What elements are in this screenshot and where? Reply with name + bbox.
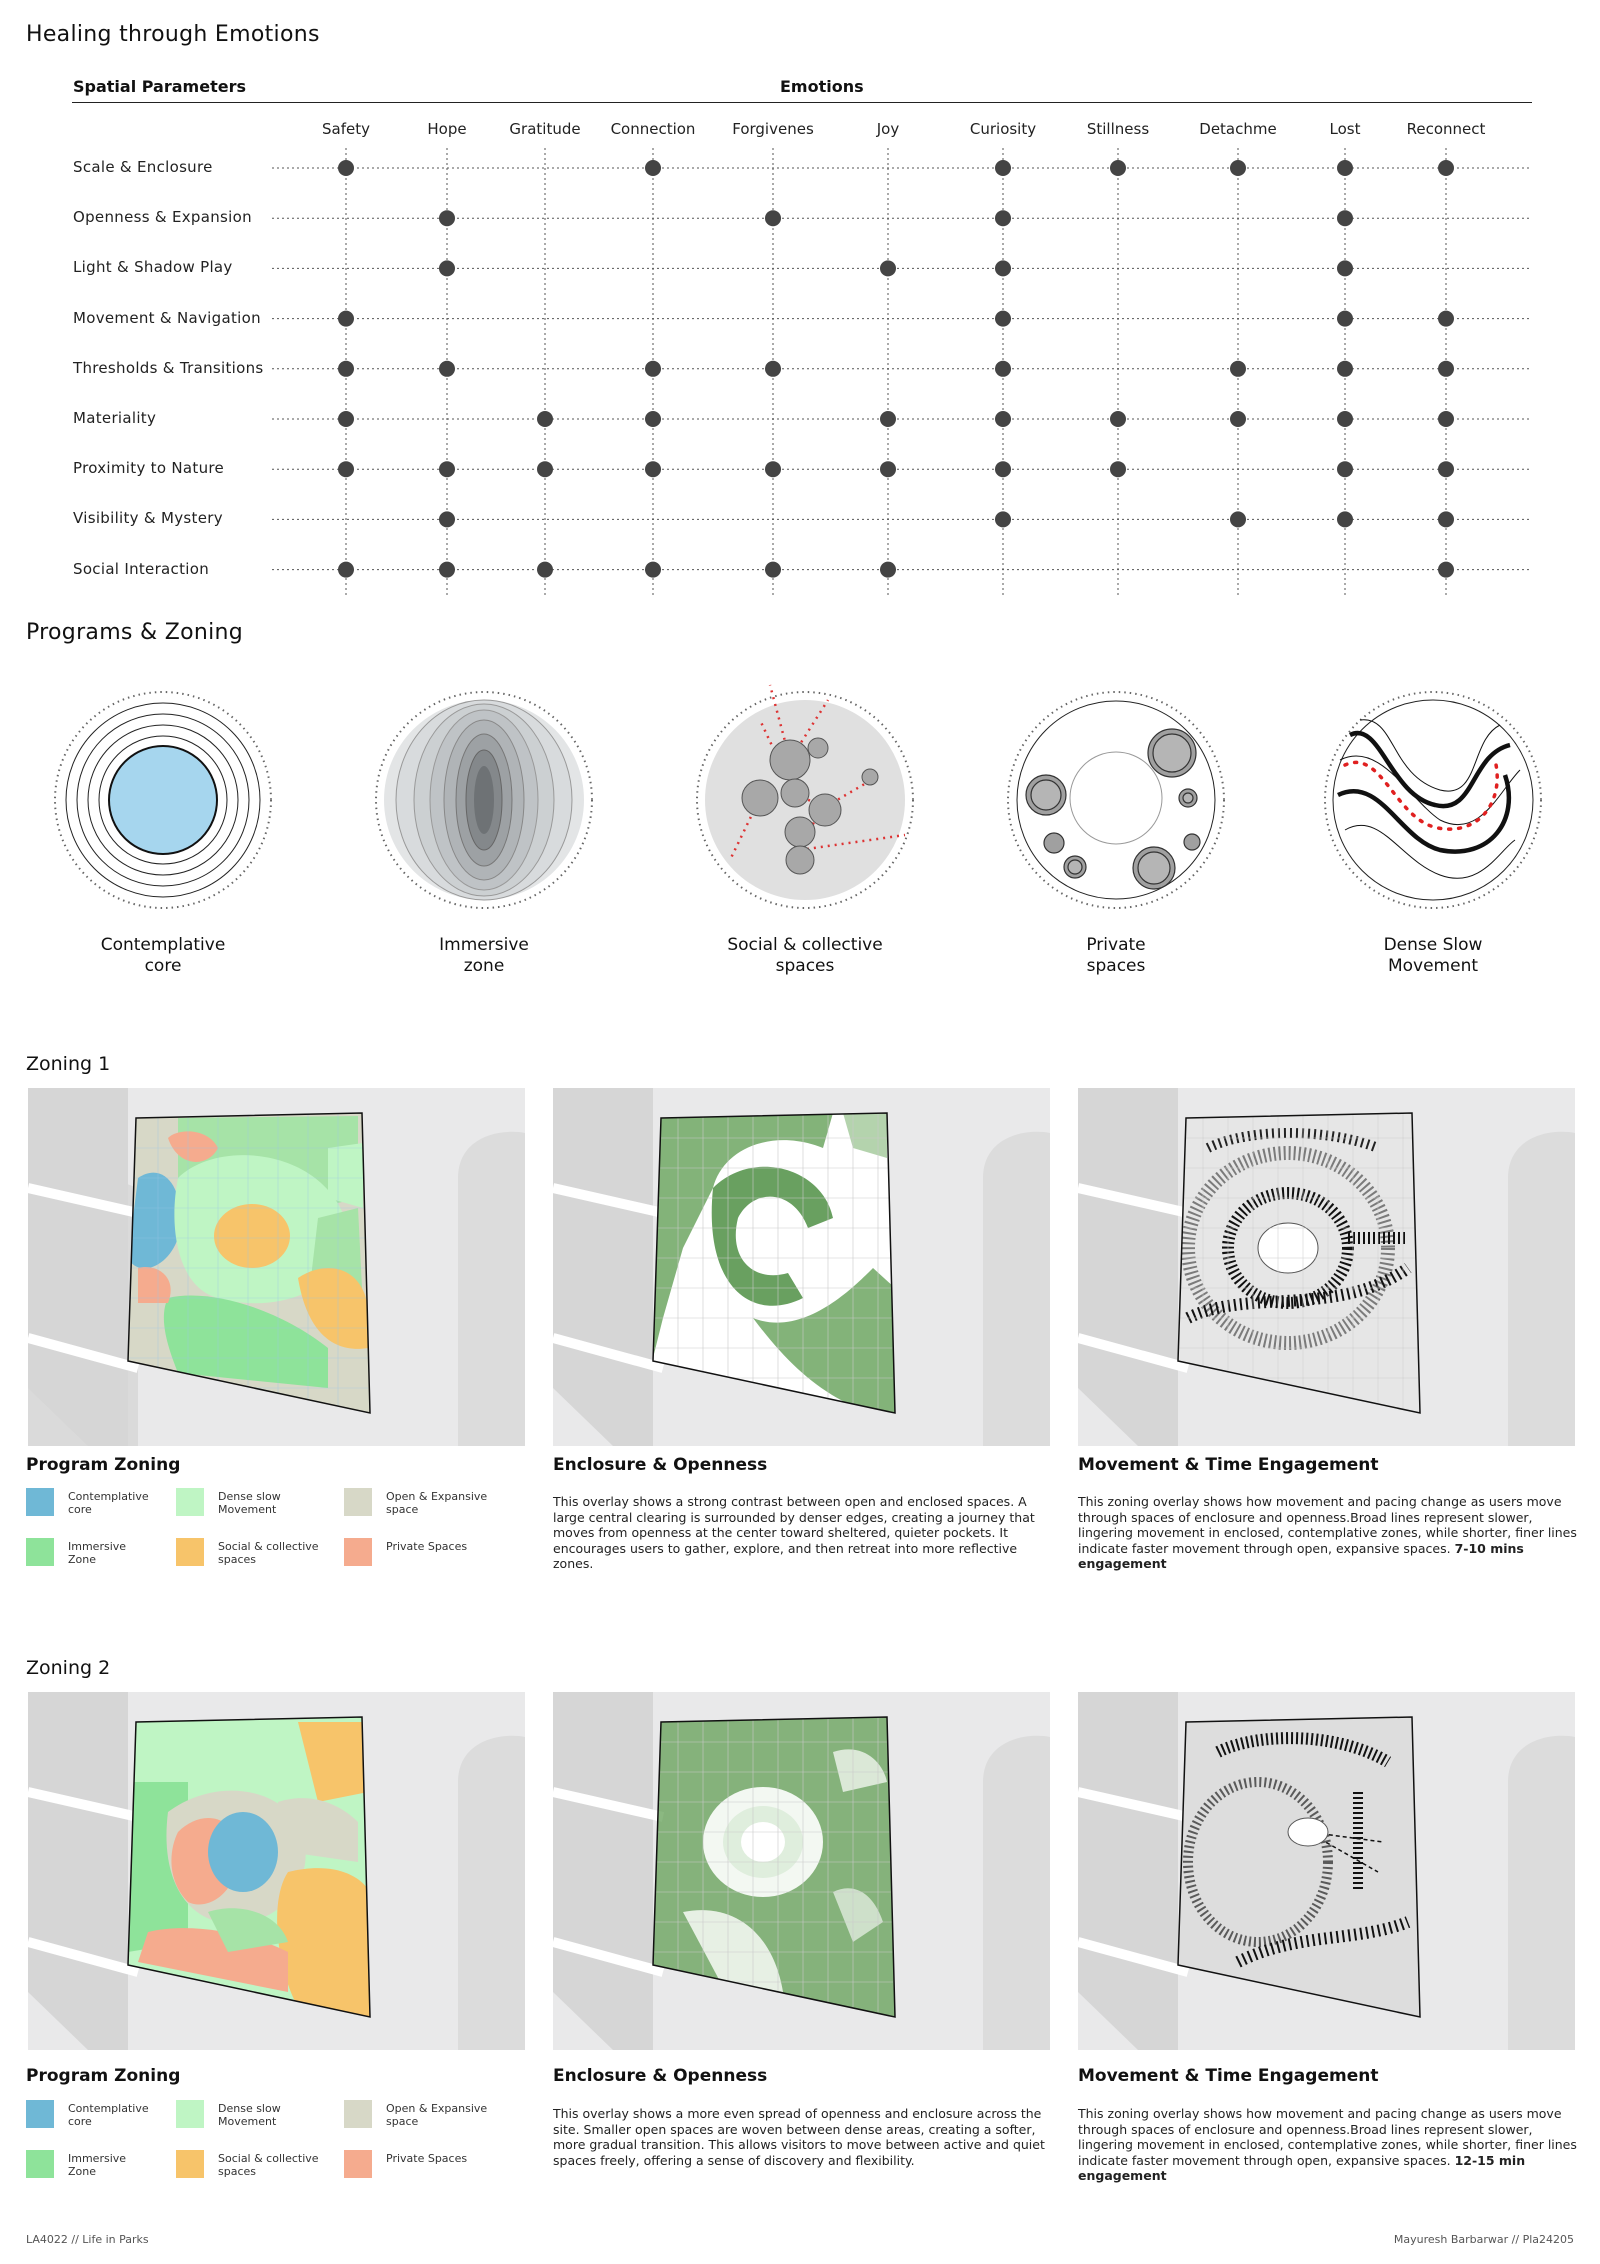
immersive-zone-diagram bbox=[376, 692, 592, 908]
parameter-label: Social Interaction bbox=[73, 559, 210, 578]
emotion-label-stillness: Stillness bbox=[1086, 120, 1150, 138]
emotion-label-detachme: Detachme bbox=[1199, 120, 1277, 138]
matrix-dot bbox=[439, 361, 455, 377]
matrix-dot bbox=[338, 461, 354, 477]
matrix-dot bbox=[439, 511, 455, 527]
zoning2-program-map bbox=[28, 1692, 525, 2050]
legend-label: Immersive Zone bbox=[68, 2152, 127, 2178]
matrix-dot bbox=[338, 562, 354, 578]
matrix-dot bbox=[1438, 411, 1454, 427]
parameter-label: Light & Shadow Play bbox=[73, 258, 233, 277]
matrix-dot bbox=[995, 260, 1011, 276]
matrix-dot bbox=[1337, 260, 1353, 276]
zoning1-title: Zoning 1 bbox=[26, 1053, 111, 1075]
matrix-dot bbox=[537, 562, 553, 578]
zoning1-program-title: Program Zoning bbox=[26, 1455, 181, 1475]
legend-swatch bbox=[176, 2150, 204, 2178]
legend-label: Open & Expansive space bbox=[386, 1490, 488, 1516]
legend-label: Contemplative core bbox=[68, 2102, 149, 2128]
zoning1-movement-title: Movement & Time Engagement bbox=[1078, 1455, 1379, 1475]
matrix-dot bbox=[439, 461, 455, 477]
program-label-immersive: Immersive zone bbox=[439, 935, 529, 976]
programs-title: Programs & Zoning bbox=[26, 620, 244, 645]
legend-label: Private Spaces bbox=[386, 2152, 468, 2165]
legend-swatch bbox=[176, 2100, 204, 2128]
legend-label: Private Spaces bbox=[386, 1540, 468, 1553]
matrix-dot bbox=[880, 260, 896, 276]
matrix-dot bbox=[439, 562, 455, 578]
zoning2-movement-text: This zoning overlay shows how movement and pacing change as users move through spaces of enclosure and openness.Broad lines represent slower, lingering movement in enclosed, contemplative zones, while shorter, finer lines indicate faster movement through open, expansive spaces. 12-15 min engagement bbox=[1078, 2106, 1577, 2183]
matrix-dot bbox=[1438, 361, 1454, 377]
matrix-dot bbox=[1438, 511, 1454, 527]
matrix-dot bbox=[439, 260, 455, 276]
legend-swatch bbox=[344, 1538, 372, 1566]
zoning2-enclosure-text: This overlay shows a more even spread of openness and enclosure across the site. Smaller open spaces are woven between dense areas, creating a softer, more gradual transition. This allows visitors to move between active and quiet spaces freely, offering a sense of discovery and flexibility. bbox=[553, 2106, 1045, 2168]
matrix-dot bbox=[1110, 411, 1126, 427]
matrix-dot bbox=[1438, 562, 1454, 578]
legend-swatch bbox=[26, 1488, 54, 1516]
matrix-dot bbox=[338, 160, 354, 176]
dense-slow-movement-diagram bbox=[1325, 692, 1541, 908]
footer-left: LA4022 // Life in Parks bbox=[26, 2233, 149, 2246]
matrix-dot bbox=[338, 361, 354, 377]
matrix-dot bbox=[765, 210, 781, 226]
private-spaces-diagram bbox=[1008, 692, 1224, 908]
legend-swatch bbox=[344, 1488, 372, 1516]
contemplative-core-diagram bbox=[55, 692, 271, 908]
matrix-dot bbox=[1230, 160, 1246, 176]
legend-label: Social & collective spaces bbox=[218, 1540, 319, 1566]
zoning2-program-title: Program Zoning bbox=[26, 2066, 181, 2086]
legend-label: Social & collective spaces bbox=[218, 2152, 319, 2178]
matrix-dot bbox=[537, 411, 553, 427]
emotion-label-lost: Lost bbox=[1329, 120, 1361, 138]
zoning1-enclosure-text: This overlay shows a strong contrast between open and enclosed spaces. A large central clearing is surrounded by denser edges, creating a journey that moves from openness at the center toward sheltered, quieter pockets. It encourages users to gather, explore, and then retreat into more reflective zones. bbox=[553, 1494, 1035, 1571]
parameter-label: Scale & Enclosure bbox=[73, 158, 213, 176]
matrix-dot bbox=[995, 361, 1011, 377]
legend-swatch bbox=[26, 2100, 54, 2128]
zoning1-engagement-time: 7-10 mins engagement bbox=[1078, 1540, 1524, 1571]
program-label-dense-slow: Dense Slow Movement bbox=[1383, 935, 1483, 976]
zoning1-movement-text: This zoning overlay shows how movement and pacing change as users move through spaces of enclosure and openness.Broad lines represent slower, lingering movement in enclosed, contemplative zones, while shorter, finer lines indicate faster movement through open, expansive spaces. 7-10 mins engagement bbox=[1078, 1494, 1577, 1571]
zoning2-movement-title: Movement & Time Engagement bbox=[1078, 2066, 1379, 2086]
parameter-label: Visibility & Mystery bbox=[73, 509, 223, 528]
emotion-label-safety: Safety bbox=[322, 120, 370, 138]
footer-right: Mayuresh Barbarwar // Pla24205 bbox=[1393, 2233, 1574, 2246]
matrix-dot bbox=[1438, 160, 1454, 176]
matrix-dot bbox=[1337, 210, 1353, 226]
parameter-label: Materiality bbox=[73, 409, 157, 427]
matrix-dot bbox=[537, 461, 553, 477]
zoning2-legend bbox=[26, 2100, 526, 2180]
matrix-dot bbox=[1230, 411, 1246, 427]
matrix-dot bbox=[995, 210, 1011, 226]
zoning2-engagement-time: 12-15 min engagement bbox=[1078, 2152, 1526, 2183]
social-collective-diagram bbox=[697, 685, 913, 908]
legend-label: Open & Expansive space bbox=[386, 2102, 488, 2128]
matrix-dot bbox=[1337, 511, 1353, 527]
zoning1-movement-map bbox=[1078, 1088, 1575, 1446]
matrix-dot bbox=[765, 562, 781, 578]
parameter-label: Openness & Expansion bbox=[73, 208, 252, 227]
legend-swatch bbox=[344, 2100, 372, 2128]
legend-label: Dense slow Movement bbox=[218, 2102, 281, 2128]
matrix-dot bbox=[338, 411, 354, 427]
parameter-label: Proximity to Nature bbox=[73, 459, 225, 478]
program-label-private: Private spaces bbox=[1086, 935, 1146, 976]
page-title: Healing through Emotions bbox=[26, 22, 320, 47]
program-label-social: Social & collective spaces bbox=[727, 935, 883, 976]
matrix-dot bbox=[1110, 160, 1126, 176]
matrix-dot bbox=[645, 361, 661, 377]
zoning1-program-map bbox=[28, 1088, 525, 1446]
matrix-dot bbox=[765, 361, 781, 377]
matrix-dot bbox=[1337, 411, 1353, 427]
matrix-dot bbox=[1438, 311, 1454, 327]
matrix-dot bbox=[645, 562, 661, 578]
program-label-contemplative: Contemplative core bbox=[100, 935, 226, 976]
matrix-dot bbox=[1230, 511, 1246, 527]
legend-swatch bbox=[176, 1538, 204, 1566]
matrix-dot bbox=[995, 311, 1011, 327]
legend-swatch bbox=[176, 1488, 204, 1516]
matrix-dot bbox=[645, 160, 661, 176]
zoning2-title: Zoning 2 bbox=[26, 1657, 111, 1679]
zoning2-enclosure-map bbox=[553, 1692, 1050, 2050]
matrix-dot bbox=[1230, 361, 1246, 377]
zoning2-enclosure-title: Enclosure & Openness bbox=[553, 2066, 768, 2086]
zoning2-movement-map bbox=[1078, 1692, 1575, 2050]
program-diagrams bbox=[0, 680, 1600, 930]
matrix-emotions-header: Emotions bbox=[780, 77, 864, 96]
legend-label: Dense slow Movement bbox=[218, 1490, 281, 1516]
matrix-dot bbox=[1337, 160, 1353, 176]
zoning1-enclosure-map bbox=[553, 1088, 1050, 1446]
zoning1-legend bbox=[26, 1488, 526, 1568]
matrix-dot bbox=[1110, 461, 1126, 477]
emotion-label-gratitude: Gratitude bbox=[509, 120, 581, 138]
matrix-dot bbox=[338, 311, 354, 327]
emotion-label-curiosity: Curiosity bbox=[969, 120, 1037, 138]
matrix-dot bbox=[995, 511, 1011, 527]
legend-label: Immersive Zone bbox=[68, 1540, 127, 1566]
matrix-dot bbox=[880, 562, 896, 578]
legend-label: Contemplative core bbox=[68, 1490, 149, 1516]
legend-swatch bbox=[344, 2150, 372, 2178]
emotion-label-joy: Joy bbox=[876, 120, 900, 138]
emotion-label-hope: Hope bbox=[427, 120, 467, 138]
parameter-label: Thresholds & Transitions bbox=[73, 358, 264, 377]
matrix-dot bbox=[995, 461, 1011, 477]
emotion-label-forgivenes: Forgivenes bbox=[732, 120, 814, 138]
matrix-dot bbox=[645, 411, 661, 427]
legend-swatch bbox=[26, 1538, 54, 1566]
matrix-param-header: Spatial Parameters bbox=[73, 77, 246, 96]
parameter-label: Movement & Navigation bbox=[73, 308, 261, 327]
emotion-label-connection: Connection bbox=[610, 120, 696, 138]
matrix-dot bbox=[880, 461, 896, 477]
matrix-dot bbox=[645, 461, 661, 477]
matrix-dot bbox=[995, 411, 1011, 427]
matrix-dot bbox=[439, 210, 455, 226]
matrix-dot bbox=[995, 160, 1011, 176]
matrix-dot bbox=[1337, 311, 1353, 327]
legend-swatch bbox=[26, 2150, 54, 2178]
matrix-dot bbox=[1438, 461, 1454, 477]
matrix-dot bbox=[880, 411, 896, 427]
matrix-dot bbox=[1337, 461, 1353, 477]
matrix-dot bbox=[765, 461, 781, 477]
zoning1-enclosure-title: Enclosure & Openness bbox=[553, 1455, 768, 1475]
emotion-label-reconnect: Reconnect bbox=[1406, 120, 1486, 138]
matrix-dot bbox=[1337, 361, 1353, 377]
emotion-matrix bbox=[0, 0, 1600, 600]
